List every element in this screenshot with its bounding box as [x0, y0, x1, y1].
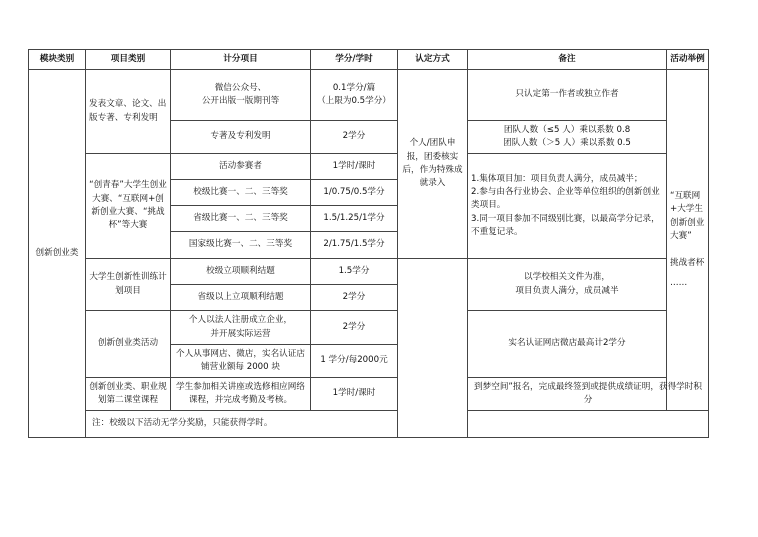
credit-school-project: 1.5学分 — [311, 259, 398, 285]
credit-province-award: 1.5/1.25/1学分 — [311, 206, 398, 232]
credit-company: 2学分 — [311, 311, 398, 345]
item-patent: 专著及专利发明 — [171, 121, 311, 154]
credit-national-award: 2/1.75/1.5学分 — [311, 232, 398, 259]
category-publication: 发表文章、论文、出版专著、专利发明 — [86, 70, 171, 154]
credit-participant: 1学时/课时 — [311, 154, 398, 180]
item-company: 个人以法人注册成立企业， 并开展实际运营 — [171, 311, 311, 345]
remark-competition-1: 1.集体项目加：项目负责人满分，成员减半； — [471, 173, 643, 184]
header-method: 认定方式 — [398, 50, 468, 70]
item-school-award: 校级比赛一、二、三等奖 — [171, 180, 311, 206]
example-internet-plus: “互联网+大学生创新创业大赛” — [670, 191, 705, 241]
item-national-award: 国家级比赛一、二、三等奖 — [171, 232, 311, 259]
method-cell: 个人/团队申报，团委核实后，作为特殊成就录入 — [398, 70, 468, 259]
table-row — [29, 378, 709, 411]
category-training: 大学生创新性训练计划项目 — [86, 259, 171, 311]
category-startup: 创新创业类活动 — [86, 311, 171, 378]
header-item: 计分项目 — [171, 50, 311, 70]
item-lecture: 学生参加相关讲座或选修相应网络课程，并完成考勤及考核。 — [171, 378, 311, 411]
credit-lecture: 1学时/课时 — [311, 378, 398, 411]
header-module: 模块类别 — [29, 50, 86, 70]
examples-cell — [667, 70, 709, 411]
header-row — [29, 50, 709, 70]
header-remark: 备注 — [468, 50, 667, 70]
credit-school-award: 1/0.75/0.5学分 — [311, 180, 398, 206]
credit-table — [28, 49, 709, 438]
module-cell: 创新创业类 — [29, 70, 86, 438]
item-wechat: 微信公众号、 公开出版一版期刊等 — [171, 70, 311, 121]
credit-province-project: 2学分 — [311, 285, 398, 311]
item-online-store: 个人从事网店、微店，实名认证店铺营业额每 2000 块 — [171, 345, 311, 378]
remark-competition-2: 2.参与由各行业协会、企业等单位组织的创新创业类项目。 — [471, 187, 660, 211]
item-school-project: 校级立项顺利结题 — [171, 259, 311, 285]
item-province-award: 省级比赛一、二、三等奖 — [171, 206, 311, 232]
footnote: 注：校级以下活动无学分奖励，只能获得学时。 — [86, 411, 709, 438]
remark-startup: 实名认证网店微店最高计2学分 — [468, 311, 667, 378]
remark-competition-3: 3.同一项目参加不同级别比赛，以最高学分记录，不重复记录。 — [471, 213, 660, 237]
remark-team: 团队人数（≤5 人）乘以系数 0.8 团队人数（＞5 人）乘以系数 0.5 — [468, 121, 667, 154]
example-challenge-cup: 挑战者杯 — [670, 258, 705, 269]
table-row — [29, 259, 709, 285]
credit-wechat: 0.1学分/篇 （上限为0.5学分） — [311, 70, 398, 121]
category-competition: “创青春”大学生创业大赛、“互联网+创新创业大赛、“挑战杯”等大赛 — [86, 154, 171, 259]
header-credit: 学分/学时 — [311, 50, 398, 70]
remark-lecture: 到梦空间”报名，完成最终签到或提供成绩证明，获得学时积分 — [468, 378, 709, 411]
header-category: 项目类别 — [86, 50, 171, 70]
remark-training: 以学校相关文件为准， 项目负责人满分，成员减半 — [468, 259, 667, 311]
table-row — [29, 154, 709, 180]
example-ellipsis: …… — [670, 277, 688, 288]
credit-patent: 2学分 — [311, 121, 398, 154]
item-province-project: 省级以上立项顺利结题 — [171, 285, 311, 311]
table-row — [29, 311, 709, 345]
header-examples: 活动举例 — [667, 50, 709, 70]
credit-online-store: 1 学分/每2000元 — [311, 345, 398, 378]
footnote-row — [29, 411, 709, 438]
category-lecture: 创新创业类、职业规划第二课堂课程 — [86, 378, 171, 411]
table-row — [29, 70, 709, 121]
remark-competition — [468, 154, 667, 259]
item-participant: 活动参赛者 — [171, 154, 311, 180]
remark-author: 只认定第一作者或独立作者 — [468, 70, 667, 121]
